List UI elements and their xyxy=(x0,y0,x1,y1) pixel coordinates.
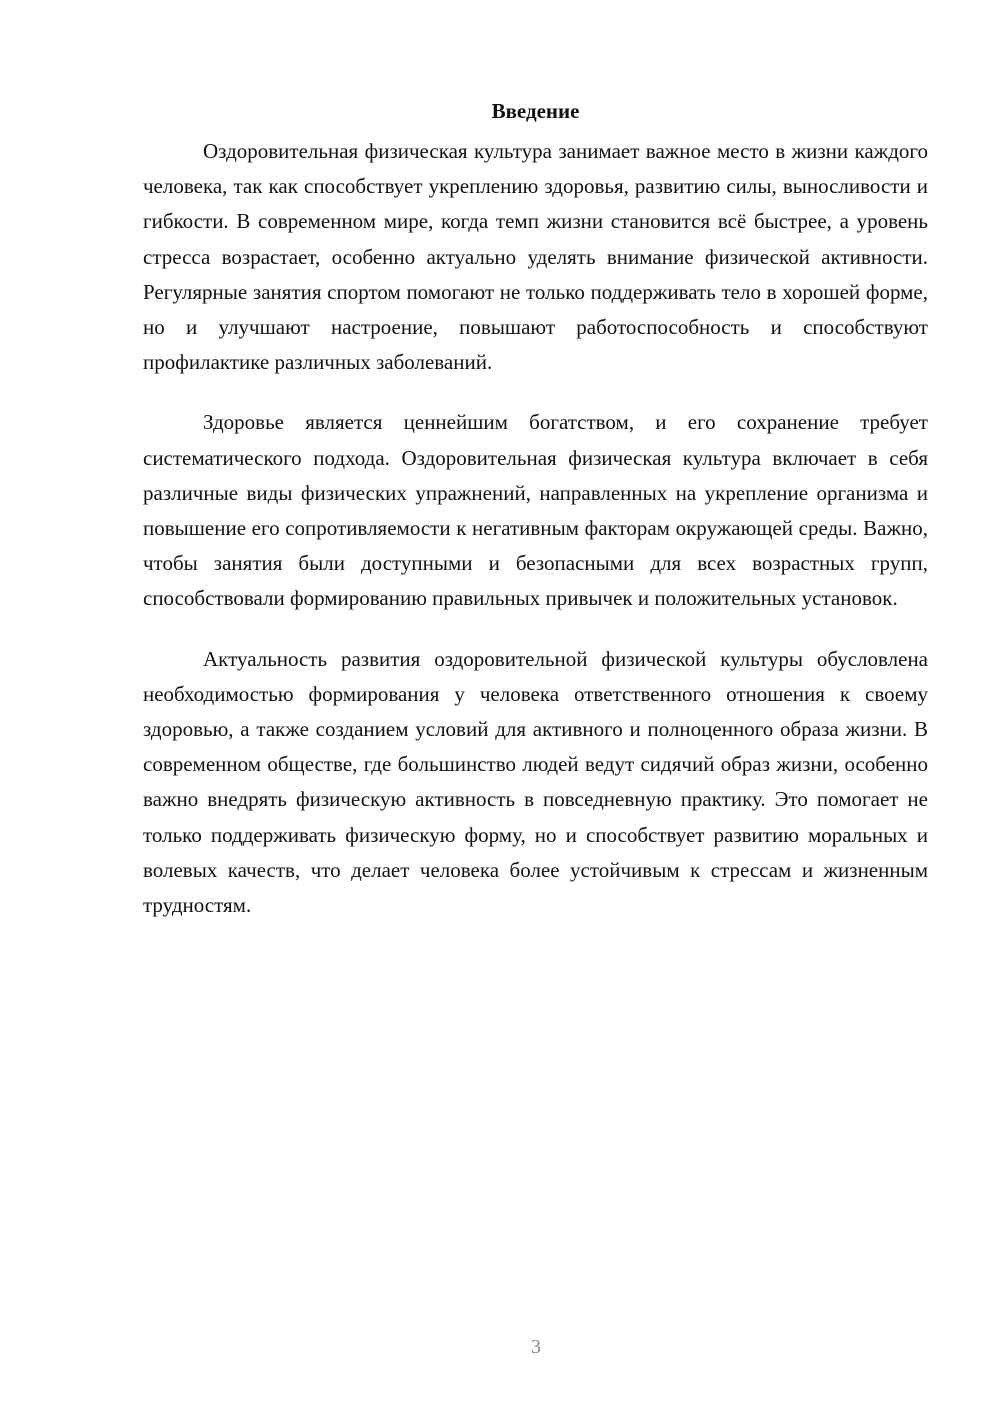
page-number: 3 xyxy=(531,1336,541,1358)
paragraph-2: Здоровье является ценнейшим богатством, и его сохранение требует систематического подхода. Оздоровительная физическая культура включает в себя различные виды физических упражнений, направленных на укрепление организма и повышение его сопротивляемости к негативным факторам окружающей среды. Важно, чтобы занятия были доступными и безопасными для всех возрастных групп, способствовали формированию правильных привычек и положительных установок. xyxy=(143,410,928,611)
paragraph-3: Актуальность развития оздоровительной физической культуры обусловлена необходимостью формирования у человека ответственного отношения к своему здоровью, а также созданием условий для активного и полноценного образа жизни. В современном обществе, где большинство людей ведут сидячий образ жизни, особенно важно внедрять физическую активность в повседневную практику. Это помогает не только поддерживать физическую форму, но и способствует развитию моральных и волевых качеств, что делает человека более устойчивым к стрессам и жизненным трудностям. xyxy=(143,646,928,918)
paragraph-1: Оздоровительная физическая культура занимает важное место в жизни каждого человека, так как способствует укреплению здоровья, развитию силы, выносливости и гибкости. В современном мире, когда темп жизни становится всё быстрее, а уровень стресса возрастает, особенно актуально уделять внимание физической активности. Регулярные занятия спортом помогают не только поддерживать тело в хорошей форме, но и улучшают настроение, повышают работоспособность и способствуют профилактике различных заболеваний. xyxy=(143,139,928,375)
section-heading: Введение xyxy=(491,99,580,123)
page-content xyxy=(143,95,928,923)
